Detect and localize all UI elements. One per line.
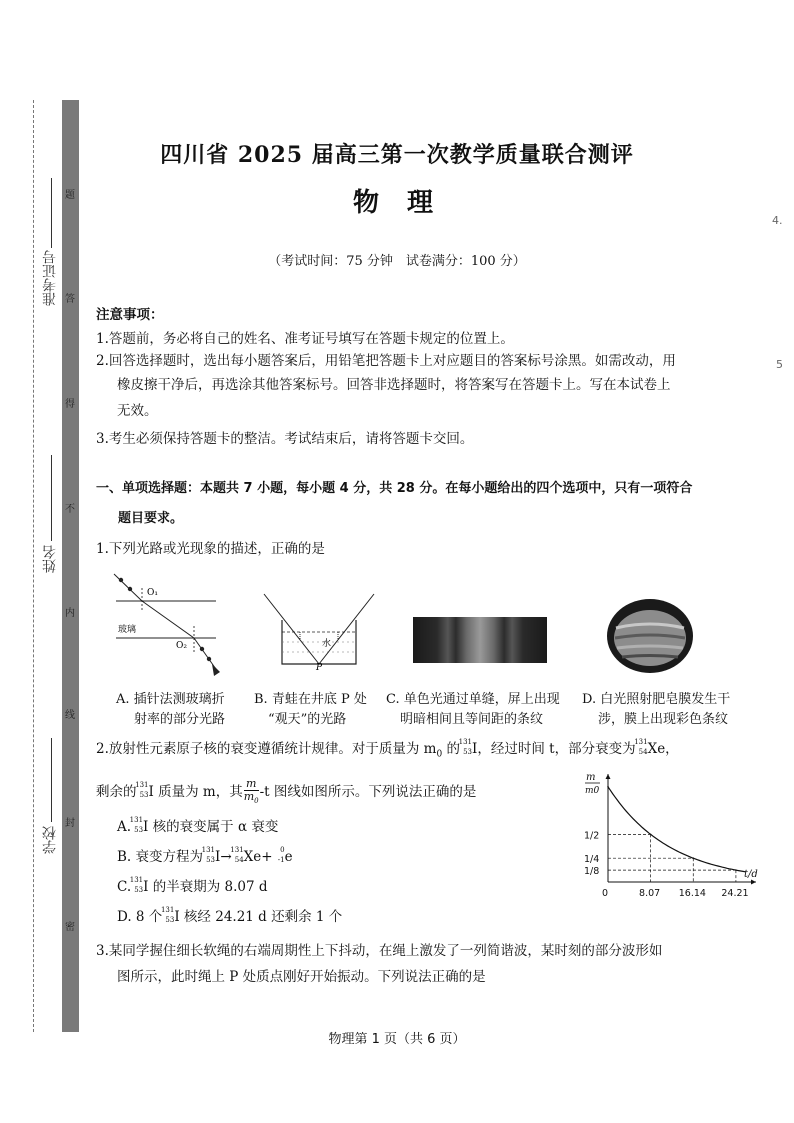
q2-option-d: D. 8 个 131 53 I 核经 24.21 d 还剩余 1 个 [117, 906, 343, 925]
x-tick-label: 8.07 [639, 888, 661, 899]
y-axis-label-num: m [586, 772, 596, 783]
pin [200, 647, 204, 651]
q3-stem-line2: 图所示，此时绳上 P 处质点刚好开始振动。下列说法正确的是 [117, 969, 486, 985]
exam-title: 四川省 2025 届高三第一次教学质量联合测评 [160, 142, 634, 168]
x-tick-label: 24.21 [721, 888, 749, 899]
fig-d-soap-film [606, 598, 694, 674]
subject-title: 物理 [352, 188, 461, 218]
q1-option-d-cont: 涉，膜上出现彩色条纹 [598, 712, 729, 727]
y-axis-arrow [606, 774, 611, 779]
label-water: 水 [322, 639, 332, 649]
x-axis-label: t/d [744, 869, 758, 880]
pin [207, 657, 211, 661]
label-o1: O₁ [147, 588, 158, 598]
margin-mark: 4. [772, 214, 783, 227]
notes-heading: 注意事项： [96, 307, 164, 323]
note-item: 橡皮擦干净后，再选涂其他答案标号。回答非选择题时，将答案写在答题卡上。写在本试卷上 [117, 377, 671, 393]
incident-ray [114, 574, 142, 601]
seal-char: 得 [65, 399, 75, 410]
name-label: 姓名 [42, 545, 58, 573]
data-point [650, 834, 652, 836]
pin [119, 578, 123, 582]
y-tick-label: 1/4 [584, 854, 600, 866]
seal-char: 密 [65, 922, 75, 933]
exam-info: （考试时间：75 分钟 试卷满分：100 分） [268, 254, 526, 269]
q2-option-a: A. 131 53 I 核的衰变属于 α 衰变 [117, 816, 279, 835]
data-point [607, 786, 609, 788]
x-tick-label: 0 [602, 888, 609, 899]
decay-chart [580, 770, 760, 920]
light-ray-left [264, 594, 319, 664]
school-label: 学校 [42, 826, 58, 854]
seal-char: 封 [65, 818, 75, 829]
q2-option-c: C. 131 53 I 的半衰期为 8.07 d [117, 876, 268, 895]
note-item: 1.答题前，务必将自己的姓名、准考证号填写在答题卡规定的位置上。 [96, 331, 514, 347]
refracted-ray [142, 601, 194, 638]
seal-char: 题 [65, 190, 75, 201]
q1-option-d: D. 白光照射肥皂膜发生干 [582, 692, 731, 707]
label-glass: 玻璃 [118, 625, 137, 635]
q2-stem-line2: 剩余的 131 53 I 质量为 m，其 $\frac{m}{m_0}$ -t 图线如图所示。下列说法正确的是 [96, 777, 477, 806]
note-item: 2.回答选择题时，选出每小题答案后，用铅笔把答题卡上对应题目的答案标号涂黑。如需改动，用 [96, 353, 676, 369]
data-point [735, 869, 737, 871]
margin-mark: 5 [776, 358, 783, 371]
q1-option-b-cont: “观天”的光路 [268, 712, 347, 727]
binding-band [62, 100, 79, 1032]
decay-curve [608, 787, 745, 872]
label-p: P [316, 663, 323, 672]
school-line [51, 738, 52, 822]
seal-char: 答 [65, 294, 75, 305]
seal-char: 不 [65, 504, 75, 515]
y-tick-label: 1/8 [584, 866, 600, 878]
seal-char: 内 [65, 608, 75, 619]
name-line [51, 455, 52, 541]
note-item: 无效。 [117, 403, 158, 419]
y-tick-label: 1/2 [584, 830, 600, 842]
eye-icon [212, 664, 220, 676]
q1-option-a-cont: 射率的部分光路 [134, 712, 226, 727]
page-footer: 物理第 1 页（共 6 页） [328, 1032, 466, 1047]
q2-option-b: B. 衰变方程为 131 53 I→ 131 54 Xe+ 0 -1 e [117, 846, 293, 865]
fringe-pattern [413, 617, 547, 663]
seal-char: 线 [65, 710, 75, 721]
q1-option-b: B. 青蛙在井底 P 处 [254, 692, 367, 707]
x-tick-label: 16.14 [678, 888, 706, 899]
q1-option-c-cont: 明暗相间且等间距的条纹 [400, 712, 544, 727]
fig-b-well-frog [262, 590, 384, 672]
exam-id-label: 准考证号 [42, 250, 58, 306]
section-heading-cont: 题目要求。 [118, 511, 184, 526]
light-ray-right [319, 594, 374, 664]
q2-stem-line1: 2.放射性元素原子核的衰变遵循统计规律。对于质量为 $m_0$ 的 131 53 I，经过时间 t，部分衰变为 131 54 Xe， [96, 738, 679, 760]
cut-dashed-line [33, 100, 34, 1032]
section-heading: 一、单项选择题：本题共 7 小题，每小题 4 分，共 28 分。在每小题给出的四个选项中，只有一项符合 [96, 481, 693, 496]
q1-option-a: A. 插针法测玻璃折 [116, 692, 225, 707]
label-o2: O₂ [176, 641, 187, 651]
data-point [692, 857, 694, 859]
q1-stem: 1.下列光路或光现象的描述，正确的是 [96, 541, 325, 557]
note-item: 3.考生必须保持答题卡的整洁。考试结束后，请将答题卡交回。 [96, 431, 474, 447]
fig-c-single-slit-fringes [413, 617, 547, 663]
fig-a-glass-refraction [108, 568, 220, 686]
film-band [622, 656, 678, 658]
x-axis-arrow [751, 880, 756, 885]
q3-stem-line1: 3.某同学握住细长软绳的右端周期性上下抖动，在绳上激发了一列简谐波，某时刻的部分波形如 [96, 943, 663, 959]
q1-option-c: C. 单色光通过单缝，屏上出现 [386, 692, 560, 707]
pin [128, 587, 132, 591]
y-axis-label-den: m0 [585, 786, 600, 796]
